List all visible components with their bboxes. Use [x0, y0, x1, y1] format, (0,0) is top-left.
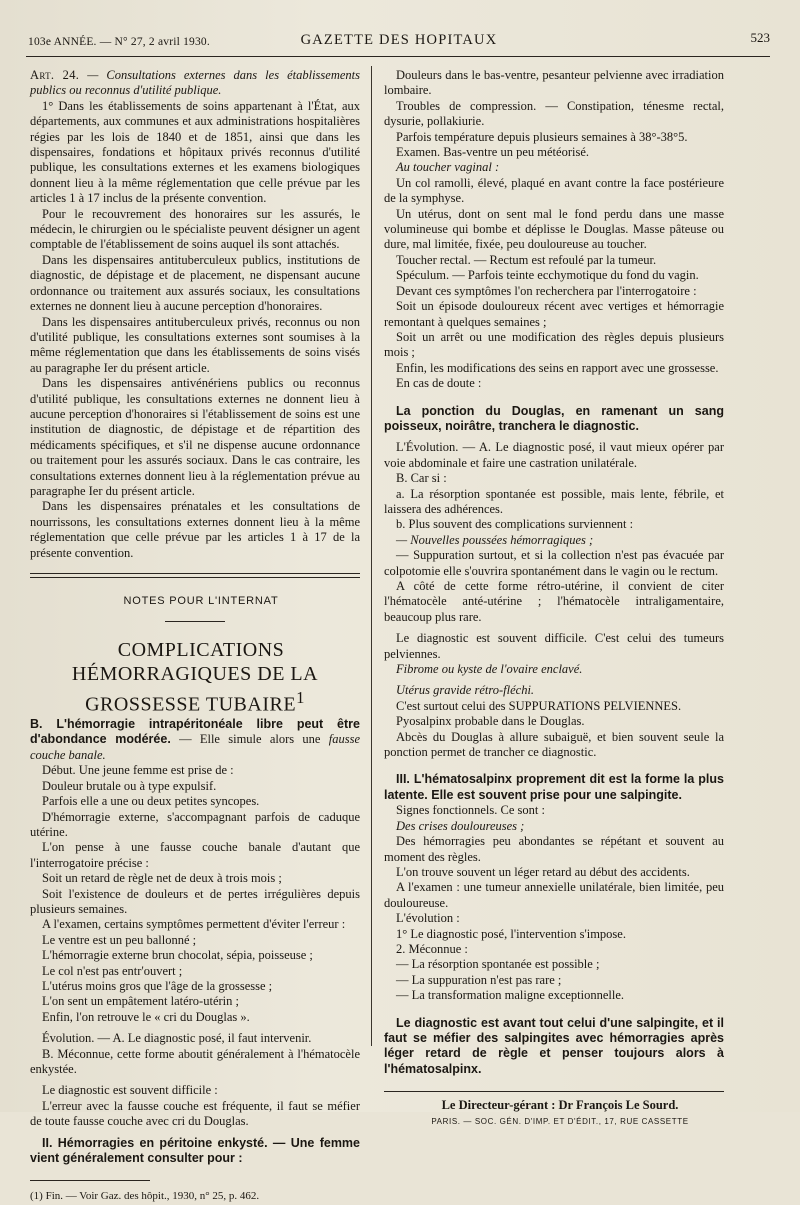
paragraph: Des hémorragies peu abondantes se répétant et souvent au moment des règles. — [384, 834, 724, 864]
paragraph: B. L'hémorragie intrapéritonéale libre peut être d'abondance modérée. — Elle simule alors une fausse couche banale. — [30, 717, 360, 762]
paragraph: Évolution. — A. Le diagnostic posé, il faut intervenir. — [42, 1031, 312, 1046]
paragraph: Dans les dispensaires antivénériens publics ou reconnus d'utilité publique, les consultations externes ne donnent lieu à aucune perception d'honoraires si l'établissement de soins est une institution de diagnostic, de dépistage et de répartition des médicaments spécifiques, et s'il ne dispense aucune ordonnance ou traitement pour les assurés sociaux. Dans le cas contraire, les consultations externes donnent lieu à la réglementation prévue au paragraphe Ier du présent article. — [30, 376, 360, 498]
paragraph: L'erreur avec la fausse couche est fréquente, il faut se méfier de toute fausse couche avec cri du Douglas. — [30, 1098, 360, 1129]
paragraph: a. La résorption spontanée est possible, mais lente, fébrile, et laissera des adhérences. — [384, 486, 724, 516]
paragraph: L'on trouve souvent un léger retard au début des accidents. — [396, 864, 690, 879]
article-heading: Art. 24. — Consultations externes dans les établissements publics ou reconnus d'utilité publique. — [30, 68, 360, 98]
paragraph: L'Évolution. — A. Le diagnostic posé, il vaut mieux opérer par voie abdominale et faire une castration unilatérale. — [384, 440, 724, 470]
paragraph: Le diagnostic est souvent difficile : — [42, 1083, 218, 1098]
paragraph: — La suppuration n'est pas rare ; — [396, 972, 562, 987]
paragraph: Parfois température depuis plusieurs semaines à 38°-38°5. — [396, 129, 688, 144]
paragraph: Des crises douloureuses ; — [396, 818, 525, 833]
paragraph: 1° Dans les établissements de soins appartenant à l'État, aux départements, aux communes et aux administrations hospitalières régies par les lois de 1840 et de 1851, ainsi que dans les dispensaires, fondations et hôpitaux privés reconnus d'utilité publique, les consultations externes et les examens biologiques donnent lieu à la même réglementation que celle prévue par les articles 1 à 17 inclus de la présente convention. — [30, 98, 360, 206]
paragraph: Douleurs dans le bas-ventre, pesanteur pelvienne avec irradiation lombaire. — [384, 68, 724, 98]
paragraph: L'évolution : — [396, 911, 460, 926]
paragraph: A l'examen, certains symptômes permettent d'éviter l'erreur : — [42, 917, 346, 932]
footnote: (1) Fin. — Voir Gaz. des hôpit., 1930, n° 25, p. 462. — [30, 1190, 260, 1203]
paragraph: Un col ramolli, élevé, plaqué en avant contre la face postérieure de la symphyse. — [384, 175, 724, 206]
section-heading: II. Hémorragies en péritoine enkysté. — Une femme vient généralement consulter pour : — [30, 1135, 360, 1166]
paragraph: Fibrome ou kyste de l'ovaire enclavé. — [396, 662, 583, 677]
paragraph: Enfin, l'on retrouve le « cri du Douglas ». — [42, 1009, 250, 1024]
paragraph: Pour le recouvrement des honoraires sur les assurés, le médecin, le chirurgien ou le spécialiste peuvent désigner un agent comptable de l'établissement de soins auquel ils sont attachés. — [30, 206, 360, 252]
paragraph: Le diagnostic est avant tout celui d'une salpingite, et il faut se méfier des salpingites avec hémorragies après léger retard de règle et penser toujours alors à l'hématosalpinx. — [384, 1015, 724, 1076]
paragraph: Début. Une jeune femme est prise de : — [42, 763, 234, 778]
paragraph: L'on sent un empâtement latéro-utérin ; — [42, 994, 239, 1009]
header-rule — [26, 56, 770, 57]
paragraph: Examen. Bas-ventre un peu météorisé. — [396, 145, 589, 160]
paragraph: L'on pense à une fausse couche banale d'autant que l'interrogatoire précise : — [30, 840, 360, 870]
paragraph: Toucher rectal. — Rectum est refoulé par la tumeur. — [396, 252, 657, 267]
paragraph: Abcès du Douglas à allure subaiguë, et bien souvent seule la ponction permet de trancher ce diagnostic. — [384, 729, 724, 760]
paragraph: Soit l'existence de douleurs et de pertes irrégulières depuis plusieurs semaines. — [30, 886, 360, 916]
paragraph: Dans les dispensaires prénatales et les consultations de nourrissons, les consultations externes donnent lieu à la même réglementation que celle prévue par les articles 1 à 17 de la présente convention. — [30, 499, 360, 560]
paragraph: Dans les dispensaires antituberculeux privés, reconnus ou non d'utilité publique, les consultations externes sont soumises à la même réglementation que dans les établissements de soins visés au paragraphe Ier du présent article. — [30, 314, 360, 375]
paragraph: Le ventre est un peu ballonné ; — [42, 932, 197, 947]
publisher-line: Le Directeur-gérant : Dr François Le Sourd. — [441, 1098, 679, 1113]
paragraph: Douleur brutale ou à type expulsif. — [42, 778, 217, 793]
paragraph: — La résorption spontanée est possible ; — [396, 957, 600, 972]
paragraph: Dans les dispensaires antituberculeux publics, institutions de diagnostic, de dépistage et de placement, ne dispensant aucune ordonnance ou traitement aux assurés sociaux, les consultations externes ne donnent lieu à aucune perception d'honoraires. — [30, 252, 360, 314]
paragraph: Au toucher vaginal : — [396, 160, 500, 175]
paragraph: L'utérus moins gros que l'âge de la grossesse ; — [42, 978, 273, 993]
paragraph: A côté de cette forme rétro-utérine, il convient de citer l'hématocèle anté-utérine ; l'hématocèle intraligamentaire, beaucoup plus rare. — [384, 579, 724, 624]
paragraph: Le diagnostic est souvent difficile. C'est celui des tumeurs pelviennes. — [384, 631, 724, 661]
footer-rule — [384, 1091, 724, 1092]
paragraph: Le col n'est pas entr'ouvert ; — [42, 963, 183, 978]
paragraph: Un utérus, dont on sent mal le fond perdu dans une masse volumineuse qui bombe et déplisse le Douglas. Masse pâteuse ou dure, mal limitée, fixée, peu douloureuse au toucher. — [384, 206, 724, 252]
paragraph: B. Méconnue, cette forme aboutit généralement à l'hématocèle enkystée. — [30, 1046, 360, 1076]
paragraph: Devant ces symptômes l'on recherchera par l'interrogatoire : — [396, 283, 697, 298]
paragraph: Utérus gravide rétro-fléchi. — [396, 683, 535, 698]
paragraph: Signes fonctionnels. Ce sont : — [396, 803, 545, 818]
paragraph: A l'examen : une tumeur annexielle unilatérale, bien limitée, peu douloureuse. — [384, 880, 724, 910]
paragraph: — Suppuration surtout, et si la collection n'est pas évacuée par colpotomie elle s'ouvrira spontanément dans le vagin ou le rectum. — [384, 548, 724, 578]
paragraph: b. Plus souvent des complications surviennent : — [396, 517, 634, 532]
paragraph: Parfois elle a une ou deux petites syncopes. — [42, 794, 260, 809]
footnote-rule — [30, 1180, 150, 1181]
paragraph: Soit un épisode douloureux récent avec vertiges et hémorragie remontant à quelques semaines ; — [384, 299, 724, 329]
section-divider — [30, 573, 360, 578]
journal-title: GAZETTE DES HOPITAUX — [300, 32, 498, 48]
paragraph: Soit un arrêt ou une modification des règles depuis plusieurs mois ; — [384, 329, 724, 360]
paragraph: 1° Le diagnostic posé, l'intervention s'impose. — [396, 926, 626, 941]
paragraph: La ponction du Douglas, en ramenant un sang poisseux, noirâtre, tranchera le diagnostic. — [384, 403, 724, 433]
paragraph: C'est surtout celui des SUPPURATIONS PELVIENNES. — [396, 698, 682, 713]
section-heading: III. L'hématosalpinx proprement dit est la forme la plus latente. Elle est souvent prise pour une salpingite. — [384, 772, 724, 802]
section-label: NOTES POUR L'INTERNAT — [123, 595, 279, 607]
paragraph: Enfin, les modifications des seins en rapport avec une grossesse. — [396, 360, 719, 375]
column-divider — [371, 66, 372, 1046]
paragraph: Pyosalpinx probable dans le Douglas. — [396, 714, 585, 729]
paragraph: 2. Méconnue : — [396, 941, 468, 956]
paragraph: D'hémorragie externe, s'accompagnant parfois de caduque utérine. — [30, 809, 360, 839]
right-column — [384, 68, 724, 1129]
issue-info: 103e ANNÉE. — N° 27, 2 avril 1930. — [28, 36, 210, 48]
left-column — [30, 68, 360, 1205]
paragraph: Spéculum. — Parfois teinte ecchymotique du fond du vagin. — [396, 268, 699, 283]
paragraph: B. Car si : — [396, 471, 447, 486]
paragraph: — La transformation maligne exceptionnelle. — [396, 988, 625, 1003]
paragraph: L'hémorragie externe brun chocolat, sépia, poisseuse ; — [42, 948, 313, 963]
short-divider — [165, 621, 225, 622]
page-header — [28, 30, 770, 52]
paragraph: Soit un retard de règle net de deux à trois mois ; — [42, 871, 282, 886]
paragraph: — Nouvelles poussées hémorragiques ; — [396, 532, 594, 547]
paragraph: Troubles de compression. — Constipation, ténesme rectal, dysurie, pollakiurie. — [384, 98, 724, 129]
paragraph: En cas de doute : — [396, 376, 482, 391]
page-number: 523 — [750, 30, 770, 45]
printer-line: PARIS. — SOC. GÉN. D'IMP. ET D'ÉDIT., 17, RUE CASSETTE — [431, 1116, 689, 1126]
article-title: COMPLICATIONS HÉMORRAGIQUES DE LA GROSSESSE TUBAIRE$^1$ — [71, 639, 319, 717]
